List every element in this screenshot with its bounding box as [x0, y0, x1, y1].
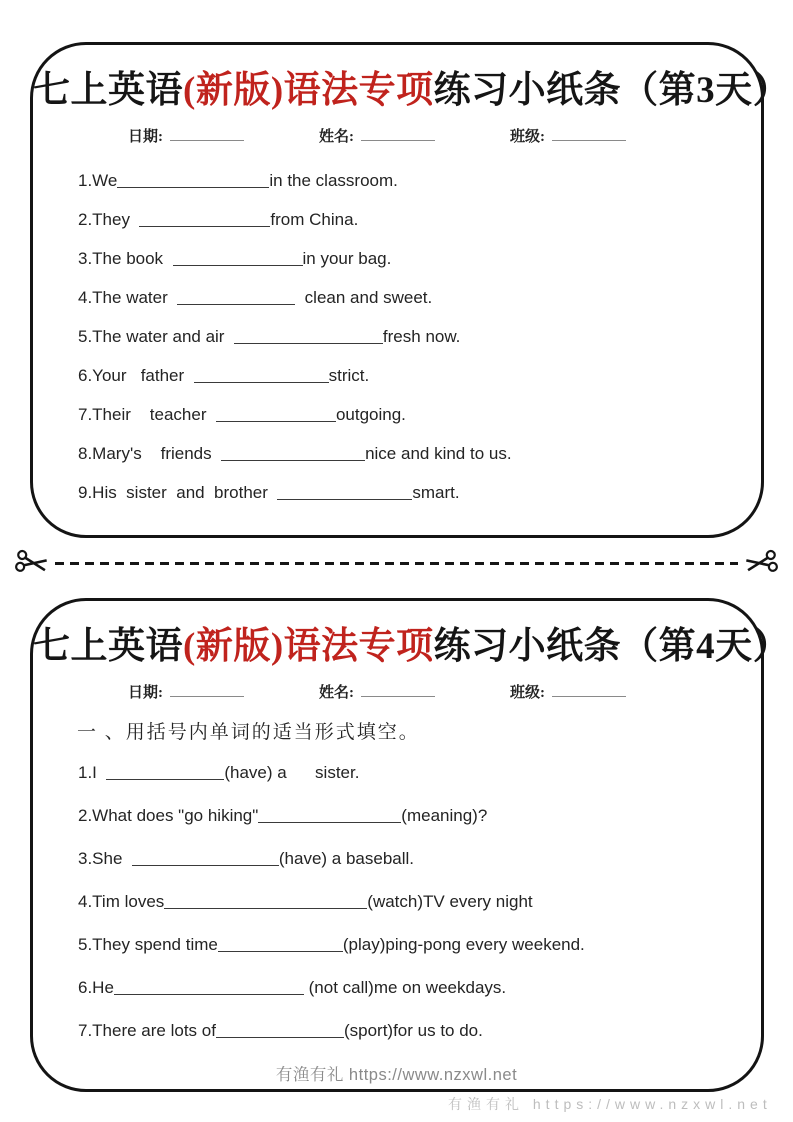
header-field-date: [128, 681, 319, 702]
exercise-list: [33, 751, 761, 1052]
exercise-row: [78, 434, 761, 473]
exercise-row: [78, 880, 761, 923]
exercise-text: in the classroom.: [269, 171, 398, 190]
header-field-class: [510, 125, 701, 146]
exercise-text: smart.: [412, 483, 460, 502]
answer-blank-line: [258, 808, 401, 823]
worksheet-card-day3: [30, 42, 791, 538]
exercise-text: 7.There are lots of: [78, 1021, 216, 1040]
exercise-text: clean and sweet.: [295, 288, 433, 307]
exercise-text: 5.They spend time: [78, 935, 218, 954]
exercise-text: (sport)for us to do.: [343, 1021, 483, 1040]
answer-blank-line: [177, 290, 295, 305]
partial-watermark: 有渔有礼 https://www.nzxwl.net: [448, 1096, 772, 1112]
answer-blank-line: [216, 1023, 344, 1038]
fill-in-line: [170, 127, 244, 141]
worksheet-card-day4: [30, 598, 791, 1092]
exercise-text: (not call)me on weekdays.: [303, 978, 507, 997]
exercise-text: 9.His sister and brother: [78, 483, 278, 502]
exercise-text: 6.Your father: [78, 366, 194, 385]
exercise-text: 6.He: [78, 978, 114, 997]
fill-in-line: [170, 683, 244, 697]
cut-line: [15, 547, 778, 579]
exercise-row: [78, 923, 761, 966]
title-segment-red: (新版)语法专项: [183, 626, 434, 667]
field-label: 姓名:: [319, 129, 354, 145]
scissors-icon: [13, 546, 53, 580]
answer-blank-line: [132, 851, 279, 866]
answer-blank-line: [139, 212, 270, 227]
exercise-text: 7.Their teacher: [78, 405, 216, 424]
field-label: 姓名:: [319, 685, 354, 701]
exercise-text: from China.: [270, 210, 359, 229]
title-segment: 练习小纸条（第4天）: [433, 626, 791, 667]
exercise-text: 4.Tim loves: [78, 892, 165, 911]
exercise-row: [78, 395, 761, 434]
exercise-list: [33, 161, 761, 512]
header-field-date: [128, 125, 319, 146]
exercise-row: [78, 794, 761, 837]
exercise-row: [78, 751, 761, 794]
exercise-text: (have) a baseball.: [278, 849, 415, 868]
answer-blank-line: [164, 894, 367, 909]
answer-blank-line: [216, 407, 336, 422]
header-field-name: [319, 125, 510, 146]
exercise-row: [78, 837, 761, 880]
exercise-text: 1.I: [78, 763, 107, 782]
answer-blank-line: [277, 485, 412, 500]
exercise-text: outgoing.: [335, 405, 406, 424]
exercise-text: fresh now.: [382, 327, 461, 346]
fill-in-line: [361, 127, 435, 141]
field-label: 班级:: [510, 129, 545, 145]
exercise-text: (play)ping-pong every weekend.: [342, 935, 585, 954]
scissors-icon: [740, 546, 780, 580]
header-fields: [33, 681, 761, 701]
exercise-text: nice and kind to us.: [365, 444, 512, 463]
title-segment: 七上英语: [33, 626, 183, 667]
exercise-text: 2.What does "go hiking": [78, 806, 259, 825]
answer-blank-line: [234, 329, 383, 344]
answer-blank-line: [106, 765, 224, 780]
exercise-text: in your bag.: [302, 249, 392, 268]
exercise-text: 2.They: [78, 210, 140, 229]
exercise-text: (watch)TV every night: [367, 892, 533, 911]
fill-in-line: [361, 683, 435, 697]
exercise-row: [78, 356, 761, 395]
dashed-cut-rule: [55, 562, 738, 565]
field-label: 日期:: [128, 685, 163, 701]
exercise-text: 4.The water: [78, 288, 178, 307]
answer-blank-line: [221, 446, 365, 461]
section-instruction: 一 、用括号内单词的适当形式填空。: [77, 722, 420, 743]
exercise-text: strict.: [328, 366, 370, 385]
answer-blank-line: [218, 937, 343, 952]
exercise-row: [78, 473, 761, 512]
exercise-text: 1.We: [78, 171, 118, 190]
exercise-row: [78, 161, 761, 200]
exercise-row: [78, 966, 761, 1009]
exercise-text: 3.She: [78, 849, 132, 868]
header-field-name: [319, 681, 510, 702]
header-field-class: [510, 681, 701, 702]
fill-in-line: [552, 683, 626, 697]
exercise-row: [78, 1009, 761, 1052]
answer-blank-line: [117, 173, 269, 188]
exercise-row: [78, 317, 761, 356]
exercise-text: (have) a sister.: [224, 763, 360, 782]
answer-blank-line: [194, 368, 329, 383]
exercise-text: 8.Mary's friends: [78, 444, 222, 463]
watermark-text: 有渔有礼 https://www.nzxwl.net: [275, 1066, 518, 1084]
title-segment: 练习小纸条（第3天）: [433, 70, 791, 111]
field-label: 班级:: [510, 685, 545, 701]
exercise-row: [78, 200, 761, 239]
exercise-text: 5.The water and air: [78, 327, 234, 346]
exercise-row: [78, 278, 761, 317]
answer-blank-line: [114, 980, 304, 995]
title-segment: 七上英语: [33, 70, 183, 111]
page-title: [33, 625, 791, 669]
title-segment-red: (新版)语法专项: [183, 70, 434, 111]
field-label: 日期:: [128, 129, 163, 145]
answer-blank-line: [173, 251, 303, 266]
exercise-text: (meaning)?: [401, 806, 488, 825]
fill-in-line: [552, 127, 626, 141]
page-title: [33, 69, 791, 113]
exercise-row: [78, 239, 761, 278]
exercise-text: 3.The book: [78, 249, 173, 268]
header-fields: [33, 125, 761, 145]
